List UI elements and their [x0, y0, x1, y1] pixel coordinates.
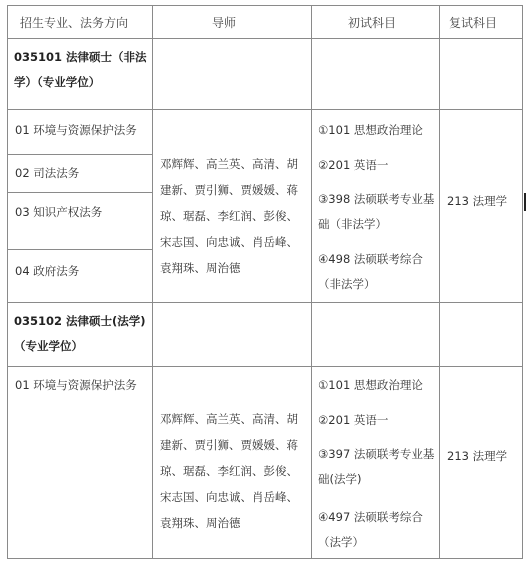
text-cursor [524, 193, 526, 211]
row-divider [7, 38, 523, 39]
header-initial-exam: 初试科目 [348, 16, 397, 30]
sub-row-divider [7, 249, 153, 250]
direction-item: 04 政府法务 [15, 264, 80, 278]
table-border-right [522, 5, 523, 559]
advisor-list: 邓辉辉、高兰英、高清、胡建新、贾引狮、贾媛媛、蒋琼、琚磊、李红润、彭俊、宋志国、向忠诚、肖岳峰、袁翔珠、周治德 [160, 412, 298, 530]
exam-subject: ①101 思想政治理论 [318, 378, 423, 392]
exam-subject: ②201 英语一 [318, 413, 389, 427]
column-divider [152, 5, 153, 559]
table-border-left [7, 5, 8, 559]
retest-subject: 213 法理学 [447, 194, 508, 208]
program-title: 035102 法律硕士(法学)（专业学位） [14, 314, 146, 353]
sub-row-divider [7, 192, 153, 193]
direction-item: 01 环境与资源保护法务 [15, 123, 137, 137]
direction-item: 02 司法法务 [15, 166, 80, 180]
direction-item: 01 环境与资源保护法务 [15, 378, 137, 392]
row-divider [7, 109, 523, 110]
direction-item: 03 知识产权法务 [15, 205, 103, 219]
column-divider [311, 5, 312, 559]
exam-subject: ②201 英语一 [318, 158, 389, 172]
row-divider [7, 302, 523, 303]
table-border-top [7, 5, 523, 6]
retest-subject: 213 法理学 [447, 449, 508, 463]
program-title: 035101 法律硕士（非法学）（专业学位） [14, 50, 147, 89]
row-divider [7, 366, 523, 367]
column-divider [439, 5, 440, 559]
header-retest: 复试科目 [449, 16, 498, 30]
exam-subject: ③397 法硕联考专业基础(法学) [318, 447, 435, 486]
advisor-list: 邓辉辉、高兰英、高清、胡建新、贾引狮、贾媛媛、蒋琼、琚磊、李红润、彭俊、宋志国、向忠诚、肖岳峰、袁翔珠、周治德 [160, 157, 298, 275]
exam-subject: ④497 法硕联考综合（法学） [318, 510, 423, 549]
header-advisor: 导师 [212, 16, 237, 30]
table-border-bottom [7, 558, 523, 559]
exam-subject: ④498 法硕联考综合（非法学） [318, 252, 423, 291]
exam-subject: ①101 思想政治理论 [318, 123, 423, 137]
sub-row-divider [7, 154, 153, 155]
header-major: 招生专业、法务方向 [20, 16, 129, 30]
exam-subject: ③398 法硕联考专业基础（非法学） [318, 192, 435, 231]
